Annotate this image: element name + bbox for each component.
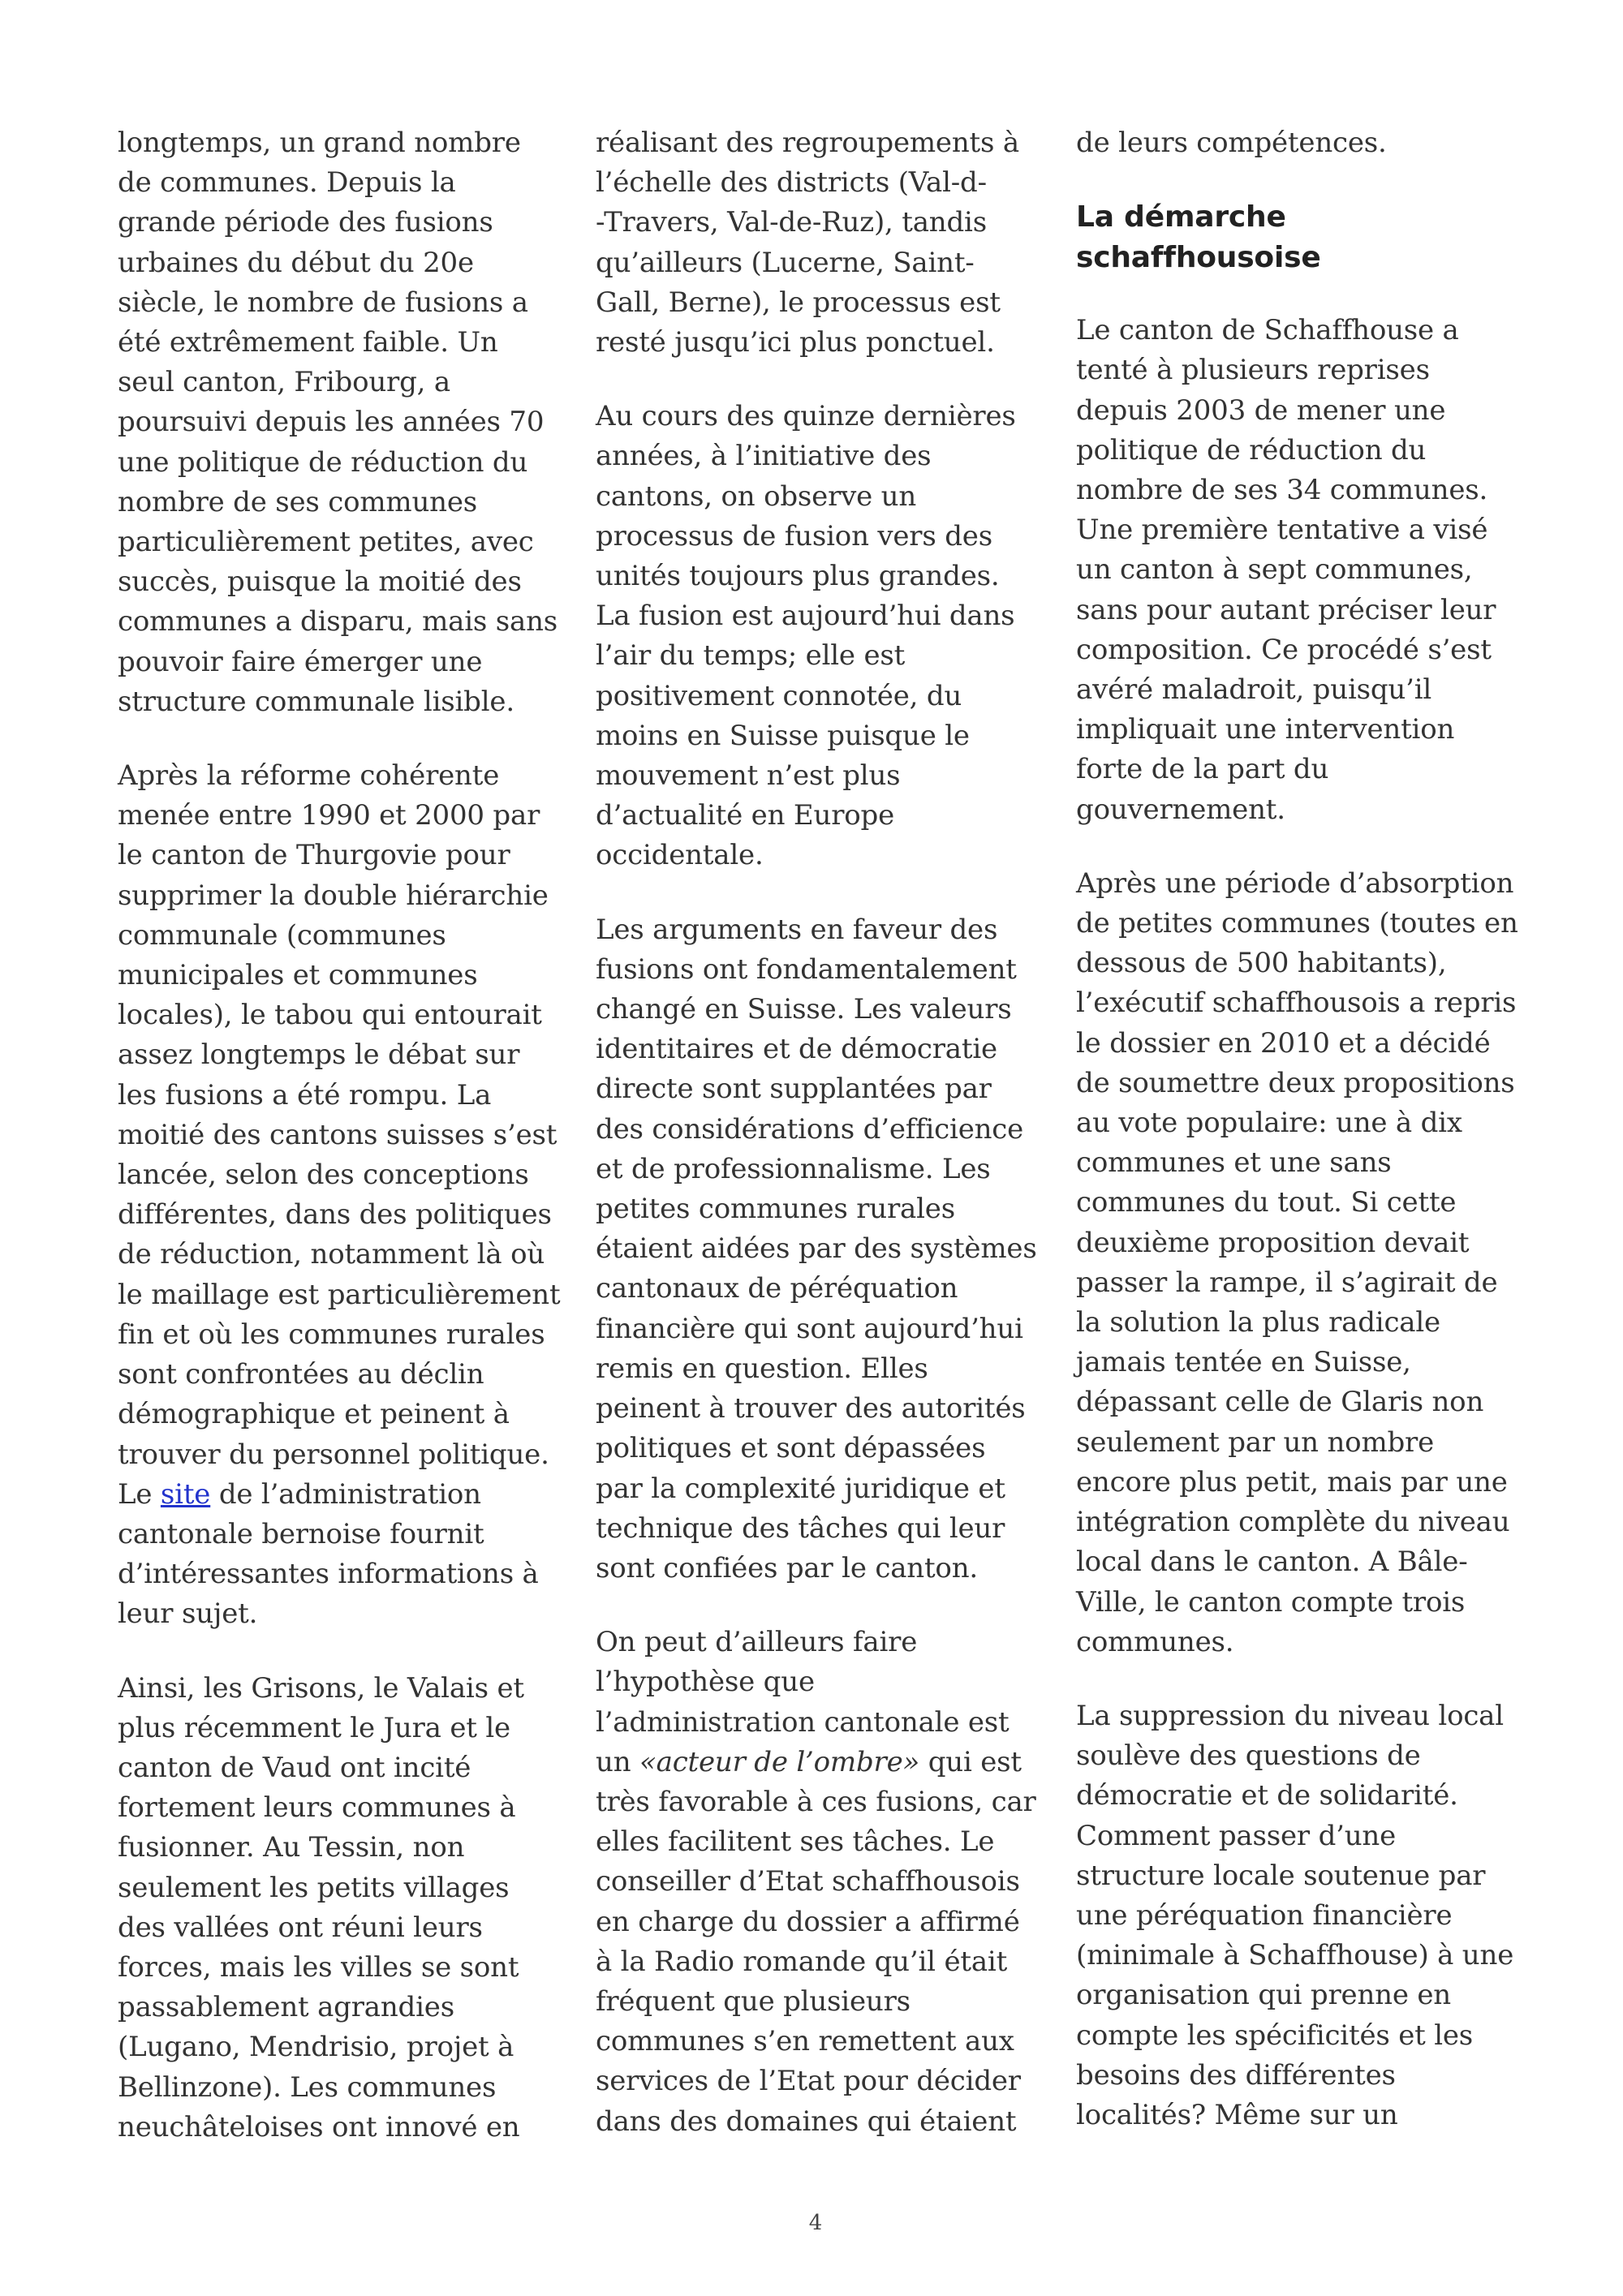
text-line: schaffhousoise — [1076, 241, 1321, 275]
text-line: une péréquation financière — [1076, 1898, 1453, 1932]
text-fragment: de l’administration — [210, 1477, 481, 1511]
text-line: sont confrontées au déclin — [118, 1358, 484, 1391]
text-line: Ville, le canton compte trois — [1076, 1585, 1466, 1619]
text-line: la solution la plus radicale — [1076, 1306, 1440, 1339]
text-line: Gall, Berne), le processus est — [596, 286, 1001, 319]
text-line: Comment passer d’une — [1076, 1819, 1397, 1852]
text-line: un canton à sept communes, — [1076, 553, 1473, 587]
paragraph — [1076, 311, 1526, 830]
text-line: de soumettre deux propositions — [1076, 1066, 1515, 1099]
paragraph — [596, 123, 1046, 363]
text-line: forte de la part du — [1076, 753, 1329, 786]
text-line: supprimer la double hiérarchie — [118, 879, 549, 912]
text-line: menée entre 1990 et 2000 par — [118, 799, 540, 832]
text-line: Au cours des quinze dernières — [596, 400, 1016, 433]
text-line: été extrêmement faible. Un — [118, 326, 498, 359]
text-line: gouvernement. — [1076, 793, 1285, 826]
text-line: passablement agrandies — [118, 1991, 454, 2024]
text-line: lancée, selon des conceptions — [118, 1159, 529, 1192]
text-line: l’échelle des districts (Val-d- — [596, 166, 987, 200]
text-line: local dans le canton. A Bâle- — [1076, 1546, 1468, 1579]
text-line: dans des domaines qui étaient — [596, 2105, 1017, 2138]
page-number: 4 — [808, 2211, 823, 2235]
text-line: Ainsi, les Grisons, le Valais et — [118, 1671, 524, 1705]
text-line: communes et une sans — [1076, 1146, 1392, 1180]
paragraph — [596, 1623, 1046, 2142]
text-line: avéré maladroit, puisqu’il — [1076, 673, 1432, 707]
text-line: les fusions a été rompu. La — [118, 1078, 492, 1111]
text-line: l’hypothèse que — [596, 1666, 815, 1699]
text-line: neuchâteloises ont innové en — [118, 2110, 520, 2143]
text-line: peinent à trouver des autorités — [596, 1392, 1026, 1425]
text-line: urbaines du début du 20e — [118, 246, 474, 279]
text-line: soulève des questions de — [1076, 1739, 1421, 1773]
text-line: de leurs compétences. — [1076, 127, 1387, 159]
text-line: communale (communes — [118, 918, 446, 952]
paragraph — [596, 910, 1046, 1589]
text-line: politique de réduction du — [1076, 433, 1427, 467]
text-line: nombre de ses communes — [118, 485, 478, 518]
text-line: unités toujours plus grandes. — [596, 560, 1000, 593]
text-line: cantons, on observe un — [596, 479, 917, 513]
text-line: structure locale soutenue par — [1076, 1859, 1486, 1892]
text-line: seul canton, Fribourg, a — [118, 366, 450, 399]
text-line: (minimale à Schaffhouse) à une — [1076, 1939, 1514, 1972]
paragraph — [118, 123, 568, 722]
text-line: communes s’en remettent aux — [596, 2025, 1014, 2058]
text-line: une politique de réduction du — [118, 445, 528, 479]
text-line — [596, 1743, 1046, 1782]
column-2 — [596, 123, 1046, 2176]
text-line: seulement les petits villages — [118, 1871, 510, 1904]
text-line: locales), le tabou qui entourait — [118, 999, 542, 1032]
text-line: elles facilitent ses tâches. Le — [596, 1825, 995, 1859]
text-line: fusions ont fondamentalement — [596, 952, 1017, 986]
text-line: Bellinzone). Les communes — [118, 2070, 497, 2104]
text-line: le dossier en 2010 et a décidé — [1076, 1026, 1491, 1060]
text-line: Les arguments en faveur des — [596, 913, 998, 946]
text-line: dépassant celle de Glaris non — [1076, 1386, 1484, 1419]
text-line: forces, mais les villes se sont — [118, 1950, 519, 1984]
paragraph — [1076, 1696, 1526, 2135]
text-line: Le canton de Schaffhouse a — [1076, 314, 1459, 347]
text-line: processus de fusion vers des — [596, 519, 992, 553]
paragraph — [118, 756, 568, 1634]
text-line: qu’ailleurs (Lucerne, Saint- — [596, 246, 975, 279]
text-line: La fusion est aujourd’hui dans — [596, 600, 1015, 633]
text-line: depuis 2003 de mener une — [1076, 393, 1446, 427]
text-line: pouvoir faire émerger une — [118, 645, 483, 678]
text-line: grande période des fusions — [118, 206, 493, 239]
text-line: l’air du temps; elle est — [596, 639, 906, 673]
text-line: succès, puisque la moitié des — [118, 565, 522, 599]
text-line: positivement connotée, du — [596, 679, 962, 712]
text-line: le maillage est particulièrement — [118, 1278, 561, 1311]
text-fragment: Le — [118, 1477, 161, 1511]
text-line: fréquent que plusieurs — [596, 1984, 911, 2018]
text-line: occidentale. — [596, 839, 764, 872]
text-line: conseiller d’Etat schaffhousois — [596, 1865, 1020, 1898]
text-line: cantonale bernoise fournit — [118, 1517, 484, 1550]
text-line: directe sont supplantées par — [596, 1073, 992, 1106]
text-line: étaient aidées par des systèmes — [596, 1232, 1037, 1266]
text-line: services de l’Etat pour décider — [596, 2065, 1021, 2098]
paragraph — [118, 1669, 568, 2148]
text-line: (Lugano, Mendrisio, projet à — [118, 2031, 514, 2064]
text-line: moitié des cantons suisses s’est — [118, 1118, 558, 1151]
paragraph — [596, 397, 1046, 875]
text-line: cantonaux de péréquation — [596, 1272, 958, 1305]
text-line: des considérations d’efficience — [596, 1112, 1024, 1146]
text-line: municipales et communes — [118, 959, 478, 992]
text-line: au vote populaire: une à dix — [1076, 1107, 1462, 1140]
text-line: changé en Suisse. Les valeurs — [596, 993, 1012, 1026]
text-line: passer la rampe, il s’agirait de — [1076, 1266, 1498, 1299]
text-line: trouver du personnel politique. — [118, 1438, 549, 1471]
text-line: organisation qui prenne en — [1076, 1979, 1451, 2012]
text-line: -Travers, Val-de-Ruz), tandis — [596, 206, 987, 239]
text-line: localités? Même sur un — [1076, 2098, 1398, 2131]
text-line: besoins des différentes — [1076, 2058, 1396, 2092]
text-line: et de professionnalisme. Les — [596, 1152, 991, 1185]
text-line: démocratie et de solidarité. — [1076, 1779, 1458, 1812]
text-line: démographique et peinent à — [118, 1398, 510, 1431]
text-line: à la Radio romande qu’il était — [596, 1945, 1008, 1978]
text-line: Une première tentative a visé — [1076, 514, 1488, 547]
italic-quote: «acteur de l’ombre» — [639, 1745, 920, 1778]
text-line: en charge du dossier a affirmé — [596, 1905, 1020, 1938]
text-line: communes a disparu, mais sans — [118, 605, 558, 638]
text-line: resté jusqu’ici plus ponctuel. — [596, 326, 995, 359]
text-line: communes du tout. Si cette — [1076, 1186, 1457, 1219]
text-line: On peut d’ailleurs faire — [596, 1626, 918, 1659]
text-line: sont confiées par le canton. — [596, 1551, 978, 1584]
text-line: intégration complète du niveau — [1076, 1506, 1510, 1539]
text-line: longtemps, un grand nombre — [118, 127, 521, 159]
text-line: poursuivi depuis les années 70 — [118, 406, 545, 439]
column-1 — [118, 123, 568, 2182]
text-line: composition. Ce procédé s’est — [1076, 633, 1492, 666]
text-line: encore plus petit, mais par une — [1076, 1465, 1508, 1498]
text-fragment: un — [596, 1745, 640, 1778]
text-line: remis en question. Elles — [596, 1352, 928, 1385]
column-3 — [1076, 123, 1526, 2169]
text-line: plus récemment le Jura et le — [118, 1711, 510, 1744]
text-line: moins en Suisse puisque le — [596, 719, 970, 752]
text-line: Après une période d’absorption — [1076, 866, 1514, 900]
text-line: La démarche — [1076, 200, 1286, 234]
text-line: particulièrement petites, avec — [118, 526, 534, 559]
text-line: compte les spécificités et les — [1076, 2019, 1474, 2052]
text-line: nombre de ses 34 communes. — [1076, 474, 1488, 507]
text-line: fortement leurs communes à — [118, 1791, 516, 1825]
text-line: réalisant des regroupements à — [596, 127, 1019, 159]
text-line: politiques et sont dépassées — [596, 1432, 986, 1465]
text-line: leur sujet. — [118, 1597, 258, 1631]
text-line: petites communes rurales — [596, 1193, 955, 1226]
text-line: années, à l’initiative des — [596, 440, 932, 473]
text-line: très favorable à ces fusions, car — [596, 1785, 1036, 1818]
text-line: La suppression du niveau local — [1076, 1699, 1504, 1732]
text-line: identitaires et de démocratie — [596, 1033, 997, 1066]
text-line: de communes. Depuis la — [118, 166, 456, 200]
text-line: par la complexité juridique et — [596, 1472, 1005, 1505]
text-line: différentes, dans des politiques — [118, 1198, 552, 1232]
text-line: de petites communes (toutes en — [1076, 907, 1518, 940]
text-line: Après la réforme cohérente — [118, 759, 500, 793]
paragraph — [1076, 864, 1526, 1662]
text-line: jamais tentée en Suisse, — [1076, 1346, 1411, 1379]
text-line: seulement par un nombre — [1076, 1425, 1435, 1459]
text-line: financière qui sont aujourd’hui — [596, 1312, 1023, 1345]
text-line: fusionner. Au Tessin, non — [118, 1831, 465, 1864]
text-line: structure communale lisible. — [118, 685, 514, 718]
text-line: technique des tâches qui leur — [596, 1511, 1005, 1545]
section-heading — [1076, 197, 1526, 278]
text-line: canton de Vaud ont incité — [118, 1751, 471, 1784]
text-fragment: qui est — [919, 1745, 1022, 1778]
text-line: d’actualité en Europe — [596, 799, 895, 832]
text-line: le canton de Thurgovie pour — [118, 839, 510, 872]
text-line: mouvement n’est plus — [596, 759, 901, 793]
text-line: deuxième proposition devait — [1076, 1226, 1470, 1259]
text-line: siècle, le nombre de fusions a — [118, 286, 528, 319]
text-line: des vallées ont réuni leurs — [118, 1911, 483, 1944]
text-line: impliquait une intervention — [1076, 713, 1455, 746]
text-line — [118, 1475, 568, 1515]
text-line: l’exécutif schaffhousois a repris — [1076, 987, 1517, 1020]
text-line: d’intéressantes informations à — [118, 1558, 539, 1591]
text-line: dessous de 500 habitants), — [1076, 947, 1447, 980]
text-line: fin et où les communes rurales — [118, 1318, 545, 1351]
paragraph — [1076, 123, 1526, 163]
text-line: de réduction, notamment là où — [118, 1238, 545, 1271]
site-link[interactable]: site — [160, 1477, 211, 1511]
text-line: l’administration cantonale est — [596, 1705, 1010, 1739]
text-line: sans pour autant préciser leur — [1076, 593, 1496, 626]
text-line: tenté à plusieurs reprises — [1076, 354, 1430, 387]
text-line: communes. — [1076, 1625, 1234, 1658]
text-line: assez longtemps le débat sur — [118, 1038, 520, 1072]
